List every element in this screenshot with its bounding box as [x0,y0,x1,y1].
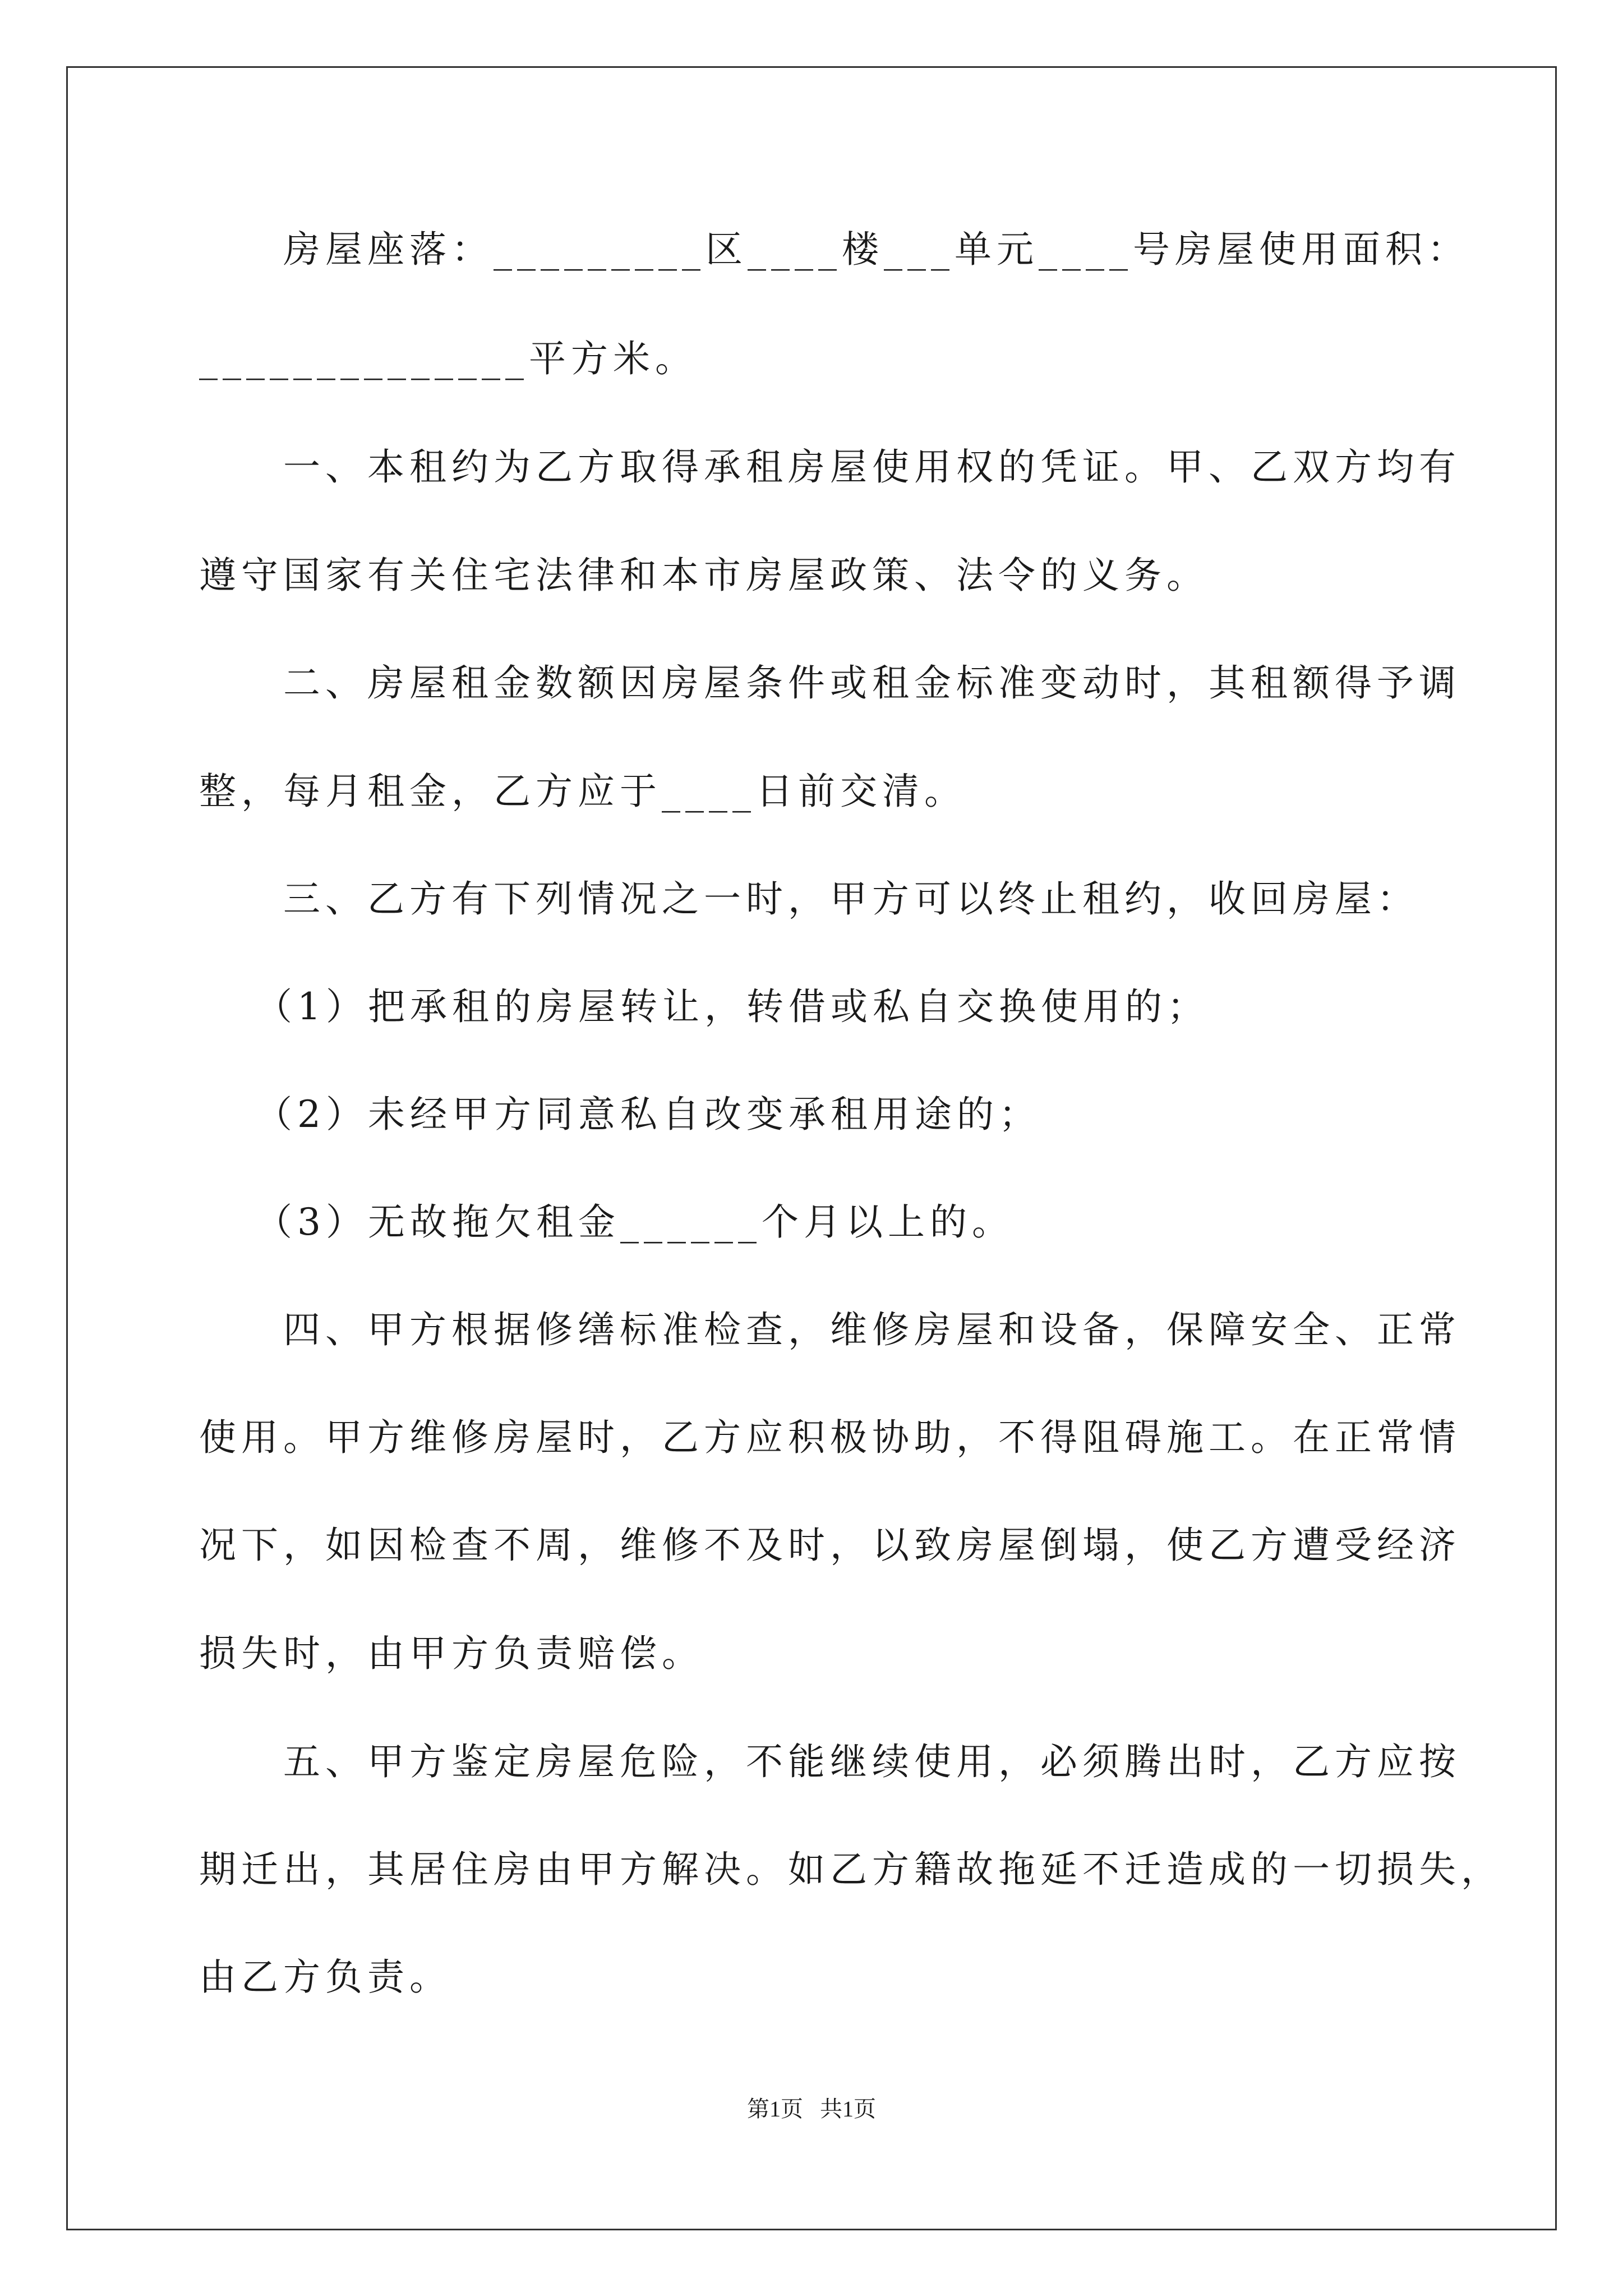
location-line: 房屋座落：_________区____楼___单元____号房屋使用面积： [283,228,1469,271]
clause-5-line-2: 期迁出，其居住房由甲方解决。如乙方籍故拖延不迁造成的一切损失， [199,1848,1503,1891]
clause-4-line-2: 使用。甲方维修房屋时，乙方应积极协助，不得阻碍施工。在正常情 [199,1416,1461,1459]
clause-4-line-3: 况下，如因检查不周，维修不及时，以致房屋倒塌，使乙方遭受经济 [199,1524,1461,1567]
clause-5-line-1: 五、甲方鉴定房屋危险，不能继续使用，必须腾出时，乙方应按 [283,1740,1461,1783]
clause-3-line-1: 三、乙方有下列情况之一时，甲方可以终止租约，收回房屋： [283,877,1419,921]
clause-3-item-2: （2）未经甲方同意私自改变承租用途的； [255,1093,1041,1136]
clause-5-line-3: 由乙方负责。 [199,1955,451,1999]
clause-4-line-1: 四、甲方根据修缮标准检查，维修房屋和设备，保障安全、正常 [283,1308,1461,1351]
area-line: ______________平方米。 [199,337,697,380]
clause-3-item-3: （3）无故拖欠租金______个月以上的。 [255,1200,1014,1244]
clause-1-line-2: 遵守国家有关住宅法律和本市房屋政策、法令的义务。 [199,554,1209,597]
clause-1-line-1: 一、本租约为乙方取得承租房屋使用权的凭证。甲、乙双方均有 [283,445,1461,489]
page-number-footer: 第1页 共1页 [747,2096,876,2122]
clause-4-line-4: 损失时，由甲方负责赔偿。 [199,1632,704,1675]
page-frame [66,66,1557,2230]
clause-3-item-1: （1）把承租的房屋转让，转借或私自交换使用的； [255,985,1209,1028]
clause-2-line-2: 整，每月租金，乙方应于____日前交清。 [199,770,966,813]
clause-2-line-1: 二、房屋租金数额因房屋条件或租金标准变动时，其租额得予调 [283,661,1461,705]
